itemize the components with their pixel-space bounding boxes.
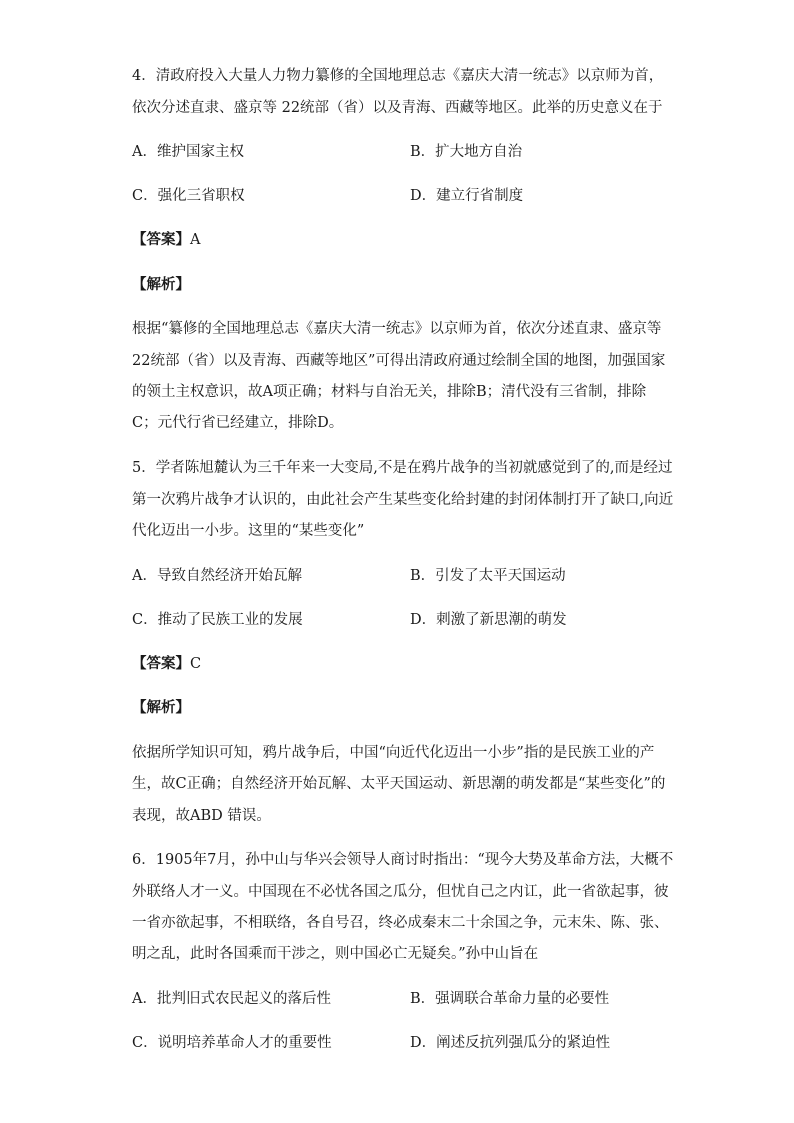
q5-stem-line-2: 第一次鸦片战争才认识的，由此社会产生某些变化给封建的封闭体制打开了缺口,向近 <box>132 492 674 508</box>
q5-option-a: A．导致自然经济开始瓦解 <box>132 568 302 584</box>
q5-stem-line-1: 5．学者陈旭麓认为三千年来一大变局,不是在鸦片战争的当初就感觉到了的,而是经过 <box>132 460 673 476</box>
answer-tag: 【答案】 <box>132 655 190 672</box>
answer-value: A <box>190 232 201 248</box>
q4-stem-line-2: 依次分述直隶、盛京等 22统部（省）以及青海、西藏等地区。此举的历史意义在于 <box>132 100 663 116</box>
q4-analysis-line-3: 的领土主权意识，故A项正确；材料与自治无关，排除B；清代没有三省制，排除 <box>132 384 647 400</box>
q6-stem-line-1: 6．1905年7月，孙中山与华兴会领导人商讨时指出：“现今大势及革命方法，大概不 <box>132 852 674 868</box>
q4-option-b: B．扩大地方自治 <box>410 144 523 160</box>
q5-analysis-line-3: 表现，故ABD 错误。 <box>132 808 271 824</box>
q4-option-a: A．维护国家主权 <box>132 144 244 160</box>
q5-analysis-line-2: 生，故C正确；自然经济开始瓦解、太平天国运动、新思潮的萌发都是“某些变化”的 <box>132 776 666 792</box>
q6-option-c: C．说明培养革命人才的重要性 <box>132 1035 332 1051</box>
q6-option-b: B．强调联合革命力量的必要性 <box>410 991 610 1007</box>
q4-analysis-line-4: C；元代行省已经建立，排除D。 <box>132 415 344 431</box>
q5-answer <box>132 654 201 674</box>
q4-option-d: D．建立行省制度 <box>410 188 524 204</box>
q4-analysis-heading: 【解析】 <box>132 276 190 293</box>
q5-stem-line-3: 代化迈出一小步。这里的“某些变化” <box>132 523 365 539</box>
q6-stem-line-4: 明之乱，此时各国乘而干涉之，则中国必亡无疑矣。”孙中山旨在 <box>132 946 539 962</box>
answer-value: C <box>190 656 202 672</box>
q4-answer <box>132 230 200 250</box>
q6-option-a: A．批判旧式农民起义的落后性 <box>132 991 331 1007</box>
q5-analysis-line-1: 依据所学知识可知，鸦片战争后，中国“向近代化迈出一小步”指的是民族工业的产 <box>132 745 655 761</box>
q4-stem-line-1: 4．清政府投入大量人力物力纂修的全国地理总志《嘉庆大清一统志》以京师为首， <box>132 68 664 84</box>
q6-stem-line-2: 外联络人才一义。中国现在不必忧各国之瓜分，但忧自己之内讧，此一省欲起事，彼 <box>132 884 669 900</box>
q6-option-d: D．阐述反抗列强瓜分的紧迫性 <box>410 1035 611 1051</box>
q5-option-d: D．刺激了新思潮的萌发 <box>410 612 567 628</box>
q4-option-c: C．强化三省职权 <box>132 188 245 204</box>
q5-option-c: C．推动了民族工业的发展 <box>132 612 303 628</box>
answer-tag: 【答案】 <box>132 231 190 248</box>
q6-stem-line-3: 一省亦欲起事，不相联络，各自号召，终必成秦末二十余国之争，元末朱、陈、张、 <box>132 915 669 931</box>
q5-analysis-heading: 【解析】 <box>132 699 190 716</box>
q5-option-b: B．引发了太平天国运动 <box>410 568 566 584</box>
q4-analysis-line-1: 根据“纂修的全国地理总志《嘉庆大清一统志》以京师为首，依次分述直隶、盛京等 <box>132 321 662 337</box>
q4-analysis-line-2: 22统部（省）以及青海、西藏等地区”可得出清政府通过绘制全国的地图，加强国家 <box>132 353 666 369</box>
